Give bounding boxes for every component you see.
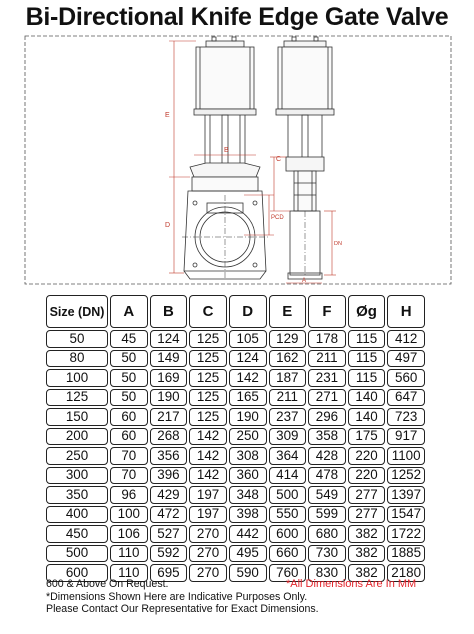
table-cell: 364	[269, 447, 307, 465]
table-cell: 125	[46, 389, 108, 407]
header-e: E	[269, 295, 307, 328]
table-cell: 1885	[387, 545, 425, 563]
table-cell: 296	[308, 408, 346, 426]
table-cell: 140	[348, 389, 386, 407]
dim-label-a: A	[302, 278, 307, 284]
table-cell: 382	[348, 525, 386, 543]
header-og: Øg	[348, 295, 386, 328]
table-row	[46, 389, 425, 407]
dim-label-e: E	[165, 112, 170, 119]
header-size: Size (DN)	[46, 295, 108, 328]
table-cell: 917	[387, 428, 425, 446]
header-h: H	[387, 295, 425, 328]
table-cell: 50	[46, 330, 108, 348]
table-cell: 270	[189, 545, 227, 563]
table-cell: 680	[308, 525, 346, 543]
table-cell: 396	[150, 467, 188, 485]
table-cell: 277	[348, 506, 386, 524]
table-cell: 178	[308, 330, 346, 348]
table-cell: 647	[387, 389, 425, 407]
table-cell: 271	[308, 389, 346, 407]
table-cell: 140	[348, 408, 386, 426]
dim-label-d: D	[165, 222, 171, 229]
table-cell: 220	[348, 467, 386, 485]
table-cell: 549	[308, 486, 346, 504]
header-d: D	[229, 295, 267, 328]
table-cell: 500	[269, 486, 307, 504]
table-cell: 124	[150, 330, 188, 348]
table-cell: 660	[269, 545, 307, 563]
table-cell: 142	[189, 447, 227, 465]
table-cell: 150	[46, 408, 108, 426]
table-cell: 830	[308, 564, 346, 582]
table-cell: 760	[269, 564, 307, 582]
table-cell: 162	[269, 350, 307, 368]
table-cell: 197	[189, 506, 227, 524]
table-cell: 695	[150, 564, 188, 582]
table-cell: 169	[150, 369, 188, 387]
table-cell: 412	[387, 330, 425, 348]
table-cell: 60	[110, 408, 148, 426]
table-cell: 527	[150, 525, 188, 543]
table-cell: 211	[308, 350, 346, 368]
table-cell: 129	[269, 330, 307, 348]
table-cell: 414	[269, 467, 307, 485]
table-cell: 356	[150, 447, 188, 465]
table-cell: 497	[387, 350, 425, 368]
table-cell: 600	[269, 525, 307, 543]
table-cell: 110	[110, 564, 148, 582]
table-cell: 450	[46, 525, 108, 543]
table-row	[46, 369, 425, 387]
table-cell: 560	[387, 369, 425, 387]
table-cell: 1100	[387, 447, 425, 465]
valve-technical-drawing	[24, 35, 452, 285]
table-cell: 1547	[387, 506, 425, 524]
table-cell: 217	[150, 408, 188, 426]
table-row	[46, 506, 425, 524]
table-cell: 592	[150, 545, 188, 563]
front-view	[182, 37, 268, 279]
side-view	[276, 37, 334, 279]
table-cell: 231	[308, 369, 346, 387]
note-indicative: *Dimensions Shown Here are Indicative Purposes Only.	[46, 591, 308, 603]
table-cell: 115	[348, 350, 386, 368]
table-cell: 428	[308, 447, 346, 465]
table-cell: 149	[150, 350, 188, 368]
table-cell: 472	[150, 506, 188, 524]
table-cell: 70	[110, 467, 148, 485]
table-cell: 478	[308, 467, 346, 485]
table-cell: 125	[189, 389, 227, 407]
table-cell: 60	[110, 428, 148, 446]
table-row	[46, 428, 425, 446]
table-cell: 1722	[387, 525, 425, 543]
table-cell: 300	[46, 467, 108, 485]
table-row	[46, 408, 425, 426]
table-cell: 600	[46, 564, 108, 582]
table-row	[46, 330, 425, 348]
table-cell: 50	[110, 389, 148, 407]
table-cell: 268	[150, 428, 188, 446]
table-cell: 142	[189, 467, 227, 485]
table-cell: 142	[189, 428, 227, 446]
table-cell: 190	[229, 408, 267, 426]
table-cell: 220	[348, 447, 386, 465]
table-row	[46, 486, 425, 504]
table-cell: 358	[308, 428, 346, 446]
note-on-request: 600 & Above On Request.	[46, 578, 169, 590]
table-cell: 106	[110, 525, 148, 543]
table-cell: 382	[348, 545, 386, 563]
table-cell: 1252	[387, 467, 425, 485]
table-cell: 125	[189, 330, 227, 348]
header-c: C	[189, 295, 227, 328]
note-dimensions-mm: *All Dimensions Are In MM	[286, 578, 417, 590]
table-row	[46, 545, 425, 563]
table-body	[46, 330, 425, 582]
table-cell: 124	[229, 350, 267, 368]
table-cell: 100	[46, 369, 108, 387]
dim-label-c: C	[276, 156, 282, 163]
table-cell: 237	[269, 408, 307, 426]
table-cell: 500	[46, 545, 108, 563]
table-cell: 142	[229, 369, 267, 387]
table-cell: 105	[229, 330, 267, 348]
table-cell: 96	[110, 486, 148, 504]
table-cell: 110	[110, 545, 148, 563]
header-a: A	[110, 295, 148, 328]
dimensions-table	[44, 293, 427, 584]
table-cell: 175	[348, 428, 386, 446]
dim-label-b: B	[224, 147, 229, 154]
table-cell: 382	[348, 564, 386, 582]
table-cell: 2180	[387, 564, 425, 582]
table-cell: 442	[229, 525, 267, 543]
table-cell: 80	[46, 350, 108, 368]
dim-label-dn: DN	[334, 241, 342, 247]
table-cell: 187	[269, 369, 307, 387]
table-cell: 270	[189, 525, 227, 543]
table-cell: 723	[387, 408, 425, 426]
table-row	[46, 350, 425, 368]
table-cell: 277	[348, 486, 386, 504]
table-cell: 125	[189, 369, 227, 387]
header-f: F	[308, 295, 346, 328]
header-b: B	[150, 295, 188, 328]
table-cell: 599	[308, 506, 346, 524]
table-cell: 50	[110, 350, 148, 368]
table-cell: 70	[110, 447, 148, 465]
table-cell: 197	[189, 486, 227, 504]
table-cell: 125	[189, 408, 227, 426]
table-header-row	[46, 295, 425, 328]
table-cell: 730	[308, 545, 346, 563]
table-cell: 125	[189, 350, 227, 368]
table-cell: 50	[110, 369, 148, 387]
table-cell: 100	[110, 506, 148, 524]
table-cell: 398	[229, 506, 267, 524]
page-title: Bi-Directional Knife Edge Gate Valve	[25, 3, 449, 31]
table-cell: 429	[150, 486, 188, 504]
table-cell: 308	[229, 447, 267, 465]
table-row	[46, 447, 425, 465]
table-cell: 45	[110, 330, 148, 348]
table-cell: 250	[229, 428, 267, 446]
table-cell: 400	[46, 506, 108, 524]
table-cell: 309	[269, 428, 307, 446]
dim-label-pcd: PCD	[271, 215, 284, 221]
table-cell: 165	[229, 389, 267, 407]
table-cell: 360	[229, 467, 267, 485]
table-row	[46, 467, 425, 485]
table-cell: 190	[150, 389, 188, 407]
table-cell: 590	[229, 564, 267, 582]
table-cell: 348	[229, 486, 267, 504]
table-cell: 250	[46, 447, 108, 465]
table-cell: 550	[269, 506, 307, 524]
table-row	[46, 525, 425, 543]
table-cell: 115	[348, 369, 386, 387]
table-cell: 211	[269, 389, 307, 407]
table-cell: 350	[46, 486, 108, 504]
note-contact: Please Contact Our Representative for Exact Dimensions.	[46, 603, 319, 615]
table-cell: 115	[348, 330, 386, 348]
table-cell: 200	[46, 428, 108, 446]
table-cell: 270	[189, 564, 227, 582]
table-cell: 1397	[387, 486, 425, 504]
table-cell: 495	[229, 545, 267, 563]
